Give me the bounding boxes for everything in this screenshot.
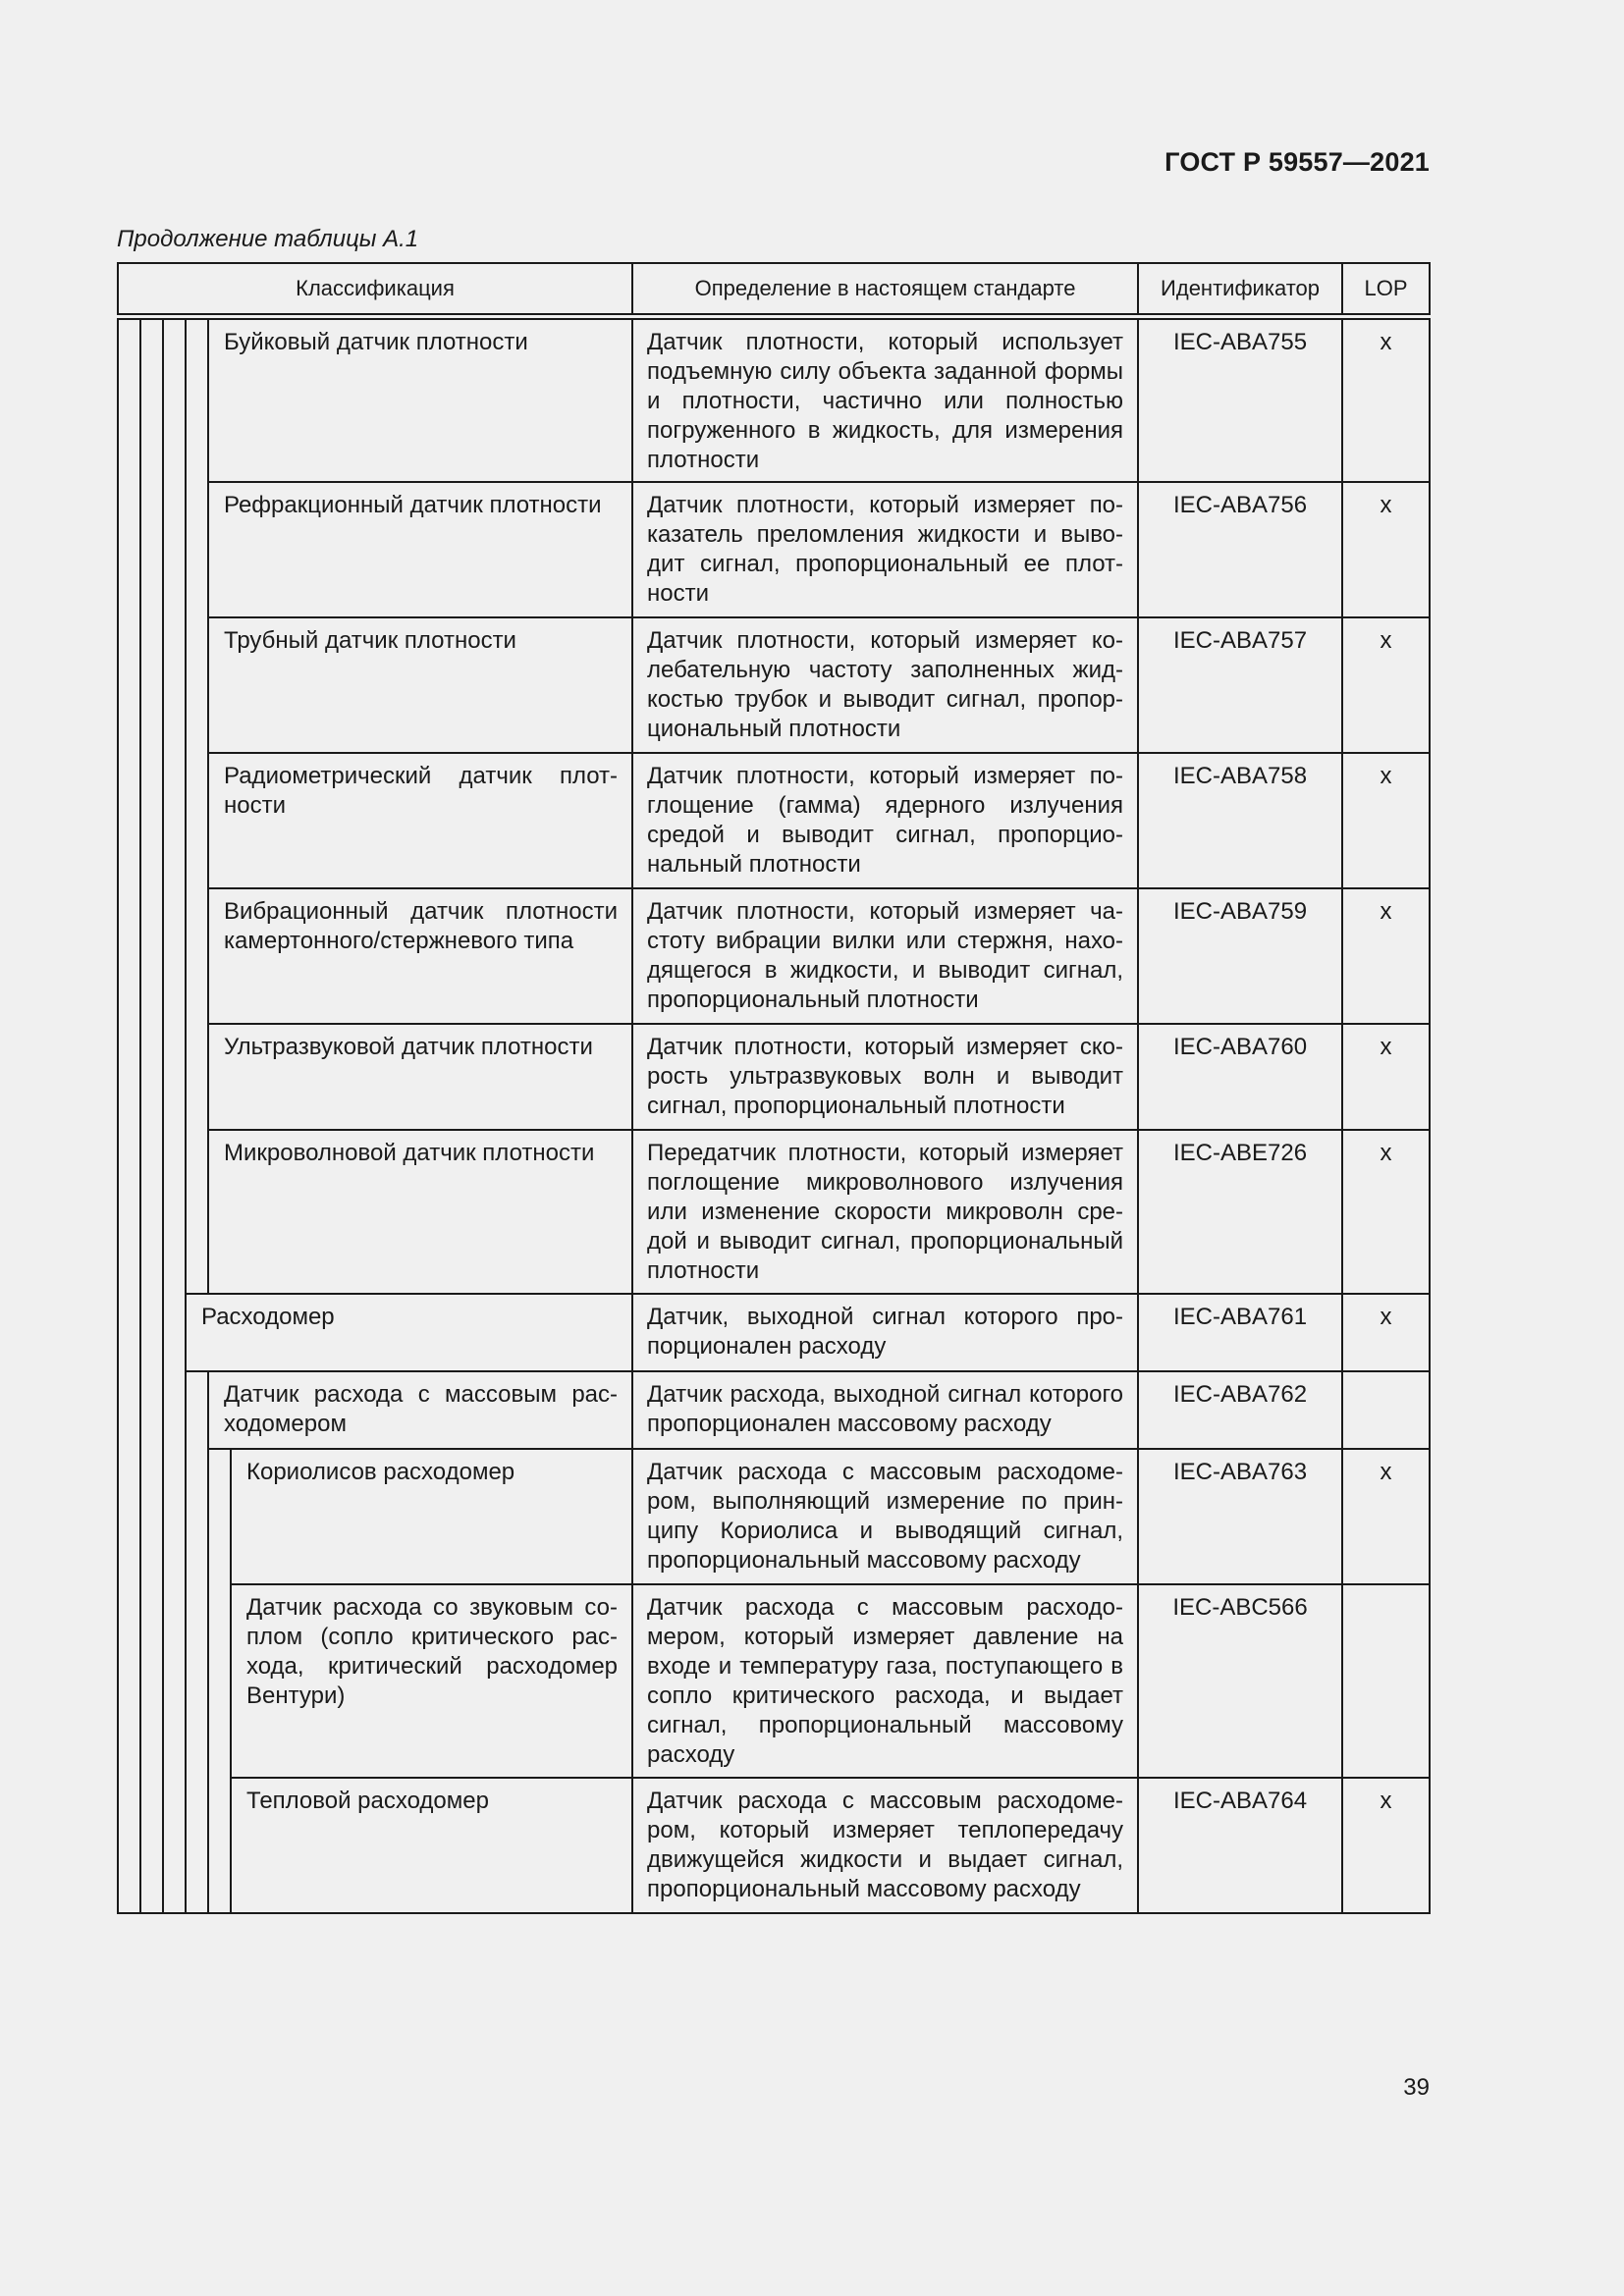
table-row <box>118 1294 1430 1371</box>
tree-indent <box>163 888 186 1024</box>
classification-cell: Датчик расхода с массовым расходомером <box>208 1371 632 1449</box>
table-body <box>118 317 1430 1914</box>
table-row <box>118 1130 1430 1294</box>
page-number: 39 <box>1403 2074 1430 2101</box>
definition-cell: Передатчик плотности, который измеряет поглощение микроволнового излучения или изменение скорости микроволн средой и выводит сигнал, пропорциональный плотности <box>632 1130 1138 1294</box>
tree-indent <box>186 1130 208 1294</box>
tree-indent <box>186 1584 208 1778</box>
lop-cell: x <box>1342 617 1430 753</box>
table-row <box>118 888 1430 1024</box>
tree-indent <box>186 1449 208 1584</box>
tree-indent <box>140 482 163 617</box>
identifier-cell: IEC-ABE726 <box>1138 1130 1342 1294</box>
header-identifier: Идентификатор <box>1138 263 1342 317</box>
tree-indent <box>118 1449 140 1584</box>
header-lop: LOP <box>1342 263 1430 317</box>
tree-indent <box>140 617 163 753</box>
tree-indent <box>118 1294 140 1371</box>
definition-cell: Датчик, выходной сигнал которого пропорционален расходу <box>632 1294 1138 1371</box>
tree-indent <box>208 1584 231 1778</box>
tree-indent <box>186 617 208 753</box>
tree-indent <box>163 482 186 617</box>
header-definition: Определение в настоящем стандарте <box>632 263 1138 317</box>
tree-indent <box>163 1024 186 1130</box>
tree-indent <box>163 1584 186 1778</box>
identifier-cell: IEC-ABA764 <box>1138 1778 1342 1913</box>
lop-cell: x <box>1342 753 1430 888</box>
table-row <box>118 1371 1430 1449</box>
tree-indent <box>140 1778 163 1913</box>
tree-indent <box>118 317 140 483</box>
tree-indent <box>140 317 163 483</box>
tree-indent <box>163 317 186 483</box>
table-row <box>118 317 1430 483</box>
tree-indent <box>186 753 208 888</box>
tree-indent <box>118 753 140 888</box>
table-row <box>118 1449 1430 1584</box>
classification-cell: Рефракционный датчик плотности <box>208 482 632 617</box>
table-row <box>118 1778 1430 1913</box>
definition-cell: Датчик расхода с массовым расходомером, который измеряет давление на входе и температуру газа, поступающего в сопло критического расхода, и выдает сигнал, пропорциональный массовому расходу <box>632 1584 1138 1778</box>
lop-cell <box>1342 1371 1430 1449</box>
tree-indent <box>163 1371 186 1449</box>
classification-cell: Датчик расхода со звуковым соплом (сопло критического расхода, критический расходомер Вентури) <box>231 1584 632 1778</box>
tree-indent <box>186 317 208 483</box>
standard-header: ГОСТ Р 59557—2021 <box>1164 147 1430 177</box>
definition-cell: Датчик плотности, который измеряет частоту вибрации вилки или стержня, находящегося в жидкости, и выводит сигнал, пропорциональный плотности <box>632 888 1138 1024</box>
tree-indent <box>140 753 163 888</box>
definition-cell: Датчик плотности, который измеряет показатель преломления жидкости и выводит сигнал, пропорциональный ее плотности <box>632 482 1138 617</box>
tree-indent <box>118 888 140 1024</box>
tree-indent <box>186 482 208 617</box>
tree-indent <box>163 617 186 753</box>
tree-indent <box>186 1778 208 1913</box>
tree-indent <box>186 1371 208 1449</box>
table-row <box>118 1024 1430 1130</box>
lop-cell: x <box>1342 1449 1430 1584</box>
lop-cell: x <box>1342 317 1430 483</box>
lop-cell: x <box>1342 1778 1430 1913</box>
definition-cell: Датчик плотности, который измеряет колебательную частоту заполненных жидкостью трубок и выводит сигнал, пропорциональный плотности <box>632 617 1138 753</box>
classification-table <box>117 262 1431 1914</box>
tree-indent <box>163 1130 186 1294</box>
classification-cell: Расходомер <box>186 1294 632 1371</box>
identifier-cell: IEC-ABA763 <box>1138 1449 1342 1584</box>
identifier-cell: IEC-ABA762 <box>1138 1371 1342 1449</box>
table-row <box>118 482 1430 617</box>
lop-cell: x <box>1342 1130 1430 1294</box>
tree-indent <box>118 617 140 753</box>
tree-indent <box>186 888 208 1024</box>
definition-cell: Датчик расхода, выходной сигнал которого пропорционален массовому расходу <box>632 1371 1138 1449</box>
tree-indent <box>208 1778 231 1913</box>
identifier-cell: IEC-ABA757 <box>1138 617 1342 753</box>
classification-cell: Вибрационный датчик плотности камертонного/стержневого типа <box>208 888 632 1024</box>
identifier-cell: IEC-ABA756 <box>1138 482 1342 617</box>
header-classification: Классификация <box>118 263 632 317</box>
tree-indent <box>118 1371 140 1449</box>
tree-indent <box>163 1778 186 1913</box>
lop-cell <box>1342 1584 1430 1778</box>
lop-cell: x <box>1342 1024 1430 1130</box>
lop-cell: x <box>1342 1294 1430 1371</box>
classification-cell: Кориолисов расходомер <box>231 1449 632 1584</box>
classification-cell: Ультразвуковой датчик плотности <box>208 1024 632 1130</box>
tree-indent <box>118 1024 140 1130</box>
classification-cell: Трубный датчик плотности <box>208 617 632 753</box>
identifier-cell: IEC-ABC566 <box>1138 1584 1342 1778</box>
classification-cell: Радиометрический датчик плотности <box>208 753 632 888</box>
identifier-cell: IEC-ABA755 <box>1138 317 1342 483</box>
definition-cell: Датчик расхода с массовым расходомером, который измеряет теплопередачу движущейся жидкости и выдает сигнал, пропорциональный массовому расходу <box>632 1778 1138 1913</box>
table-caption: Продолжение таблицы А.1 <box>117 226 419 252</box>
tree-indent <box>140 1294 163 1371</box>
table-row <box>118 753 1430 888</box>
identifier-cell: IEC-ABA759 <box>1138 888 1342 1024</box>
lop-cell: x <box>1342 482 1430 617</box>
identifier-cell: IEC-ABA760 <box>1138 1024 1342 1130</box>
tree-indent <box>163 753 186 888</box>
tree-indent <box>140 1449 163 1584</box>
definition-cell: Датчик плотности, который измеряет поглощение (гамма) ядерного излучения средой и выводит сигнал, пропорциональный плотности <box>632 753 1138 888</box>
tree-indent <box>186 1024 208 1130</box>
tree-indent <box>208 1449 231 1584</box>
tree-indent <box>118 482 140 617</box>
definition-cell: Датчик плотности, который использует подъемную силу объекта заданной формы и плотности, частично или полностью погруженного в жидкость, для измерения плотности <box>632 317 1138 483</box>
tree-indent <box>140 1024 163 1130</box>
classification-cell: Буйковый датчик плотности <box>208 317 632 483</box>
table-row <box>118 1584 1430 1778</box>
identifier-cell: IEC-ABA758 <box>1138 753 1342 888</box>
tree-indent <box>118 1584 140 1778</box>
tree-indent <box>118 1778 140 1913</box>
definition-cell: Датчик плотности, который измеряет скорость ультразвуковых волн и выводит сигнал, пропорциональный плотности <box>632 1024 1138 1130</box>
identifier-cell: IEC-ABA761 <box>1138 1294 1342 1371</box>
tree-indent <box>140 1371 163 1449</box>
tree-indent <box>140 888 163 1024</box>
tree-indent <box>163 1449 186 1584</box>
classification-cell: Микроволновой датчик плотности <box>208 1130 632 1294</box>
definition-cell: Датчик расхода с массовым расходомером, выполняющий измерение по принципу Кориолиса и выводящий сигнал, пропорциональный массовому расходу <box>632 1449 1138 1584</box>
tree-indent <box>118 1130 140 1294</box>
lop-cell: x <box>1342 888 1430 1024</box>
tree-indent <box>140 1584 163 1778</box>
table-header-row <box>118 263 1430 317</box>
tree-indent <box>140 1130 163 1294</box>
table-row <box>118 617 1430 753</box>
classification-cell: Тепловой расходомер <box>231 1778 632 1913</box>
tree-indent <box>163 1294 186 1371</box>
